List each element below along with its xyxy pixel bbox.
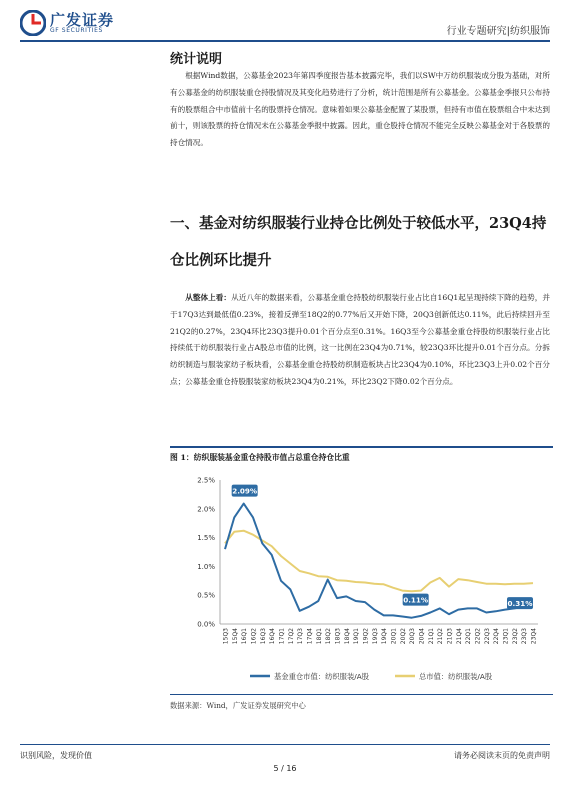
x-tick-label: 23Q4 (530, 628, 538, 645)
figure-bottom-rule (170, 694, 553, 695)
figure-top-rule (170, 446, 553, 448)
data-label: 0.31% (507, 598, 533, 608)
x-tick-label: 21Q2 (437, 628, 445, 645)
x-tick-label: 21Q1 (427, 628, 435, 645)
paragraph-lead: 从整体上看： (185, 293, 232, 302)
x-tick-label: 23Q3 (521, 628, 529, 645)
section-body (170, 290, 550, 391)
x-tick-label: 16Q3 (259, 628, 267, 645)
y-tick-label: 0.5% (197, 591, 215, 600)
x-tick-label: 16Q2 (250, 628, 258, 645)
figure-source: 数据来源：Wind，广发证券发展研究中心 (170, 701, 306, 710)
x-tick-label: 16Q4 (269, 628, 277, 645)
x-tick-label: 15Q4 (231, 628, 239, 645)
y-tick-label: 0.0% (197, 620, 215, 629)
x-tick-label: 16Q1 (241, 628, 249, 645)
data-label: 2.09% (232, 486, 258, 496)
y-tick-label: 2.5% (197, 476, 215, 485)
x-tick-label: 20Q3 (409, 628, 417, 645)
x-tick-label: 18Q2 (325, 628, 333, 645)
gf-logo-icon (20, 10, 46, 36)
x-tick-label: 19Q2 (362, 628, 370, 645)
x-tick-label: 20Q1 (390, 628, 398, 645)
x-tick-label: 20Q2 (399, 628, 407, 645)
footer-disclaimer: 请务必阅读末页的免责声明 (454, 751, 550, 760)
header-rule (20, 40, 550, 42)
x-tick-label: 22Q4 (493, 628, 501, 645)
stat-paragraph: 根据Wind数据，公募基金2023年第四季度报告基本披露完毕，我们以SW中万纺织服装成分股为基础，对所有公募基金的纺织服装重仓持股情况及其变化趋势进行了分析，统计范围是所有公募基金。公募基金季报只公布持有的股票组合中市值前十名的股票持仓情况。意味着如果公募基金配置了某股票，但持有市值在股票组合中未达到前十，则该股票的持仓情况未在公募基金季报中披露。因此，重仓股持仓情况不能完全反映公募基金对于各股票的持仓情况。 (170, 71, 550, 148)
x-tick-label: 18Q3 (334, 628, 342, 645)
y-tick-label: 1.5% (197, 534, 215, 543)
x-tick-label: 18Q1 (315, 628, 323, 645)
x-tick-label: 22Q2 (474, 628, 482, 645)
x-tick-label: 17Q4 (306, 628, 314, 645)
section-paragraph: 从近八年的数据来看，公募基金重仓持股纺织服装行业占比自16Q1起呈现持续下降的趋势，并于17Q3达到最低值0.23%，接着反弹至18Q2的0.77%后又开始下降，20Q3创新低达0.11%，此后持续回升至21Q2的0.27%，23Q4环比23Q3提升0.01个百分点至0.31%。16Q3至今公募基金重仓持股纺织服装行业占比持续低于纺织服装行业占A股总市值的比例，这一比例在23Q4为0.71%，较23Q3环比提升0.01个百分点。分拆纺织制造与服装家纺子板块看，公募基金重仓持股纺织制造板块占比23Q4为0.10%，环比23Q3上升0.02个百分点；公募基金重仓持股服装家纺板块23Q4为0.21%，环比23Q2下降0.02个百分点。 (170, 293, 551, 386)
x-tick-label: 17Q2 (287, 628, 295, 645)
x-tick-label: 17Q1 (278, 628, 286, 645)
line-chart (170, 466, 553, 692)
stat-section-body (170, 68, 550, 152)
x-tick-label: 18Q4 (343, 628, 351, 645)
y-tick-label: 2.0% (197, 505, 215, 514)
logo-english-text: GF SECURITIES (50, 27, 103, 34)
series-line-total (225, 531, 533, 592)
x-tick-label: 23Q1 (502, 628, 510, 645)
footer-slogan: 识别风险，发现价值 (20, 751, 92, 760)
page-number: 5 / 16 (273, 764, 297, 773)
x-tick-label: 23Q2 (511, 628, 519, 645)
x-tick-label: 21Q4 (455, 628, 463, 645)
x-tick-label: 15Q3 (222, 628, 230, 645)
logo-text: 广发证券 (50, 11, 115, 29)
footer-rule (20, 744, 550, 745)
series-line-fund (225, 504, 533, 618)
y-tick-label: 1.0% (197, 562, 215, 571)
x-tick-label: 21Q3 (446, 628, 454, 645)
legend-label: 基金重仓市值：纺织服装/A股 (274, 671, 370, 681)
x-tick-label: 17Q3 (297, 628, 305, 645)
legend-label: 总市值：纺织服装/A股 (419, 671, 493, 681)
figure-title: 图 1：纺织服装基金重仓持股市值占总重仓持仓比重 (170, 453, 350, 462)
x-tick-label: 22Q1 (465, 628, 473, 645)
stat-section-title: 统计说明 (170, 52, 223, 67)
x-tick-label: 20Q4 (418, 628, 426, 645)
x-tick-label: 19Q4 (381, 628, 389, 645)
x-tick-label: 19Q3 (371, 628, 379, 645)
x-tick-label: 22Q3 (483, 628, 491, 645)
report-category: 行业专题研究|纺织服饰 (446, 26, 550, 37)
section-title: 一、基金对纺织服装行业持仓比例处于较低水平，23Q4持仓比例环比提升 (170, 215, 547, 269)
x-tick-label: 19Q1 (353, 628, 361, 645)
data-label: 0.11% (403, 595, 429, 605)
